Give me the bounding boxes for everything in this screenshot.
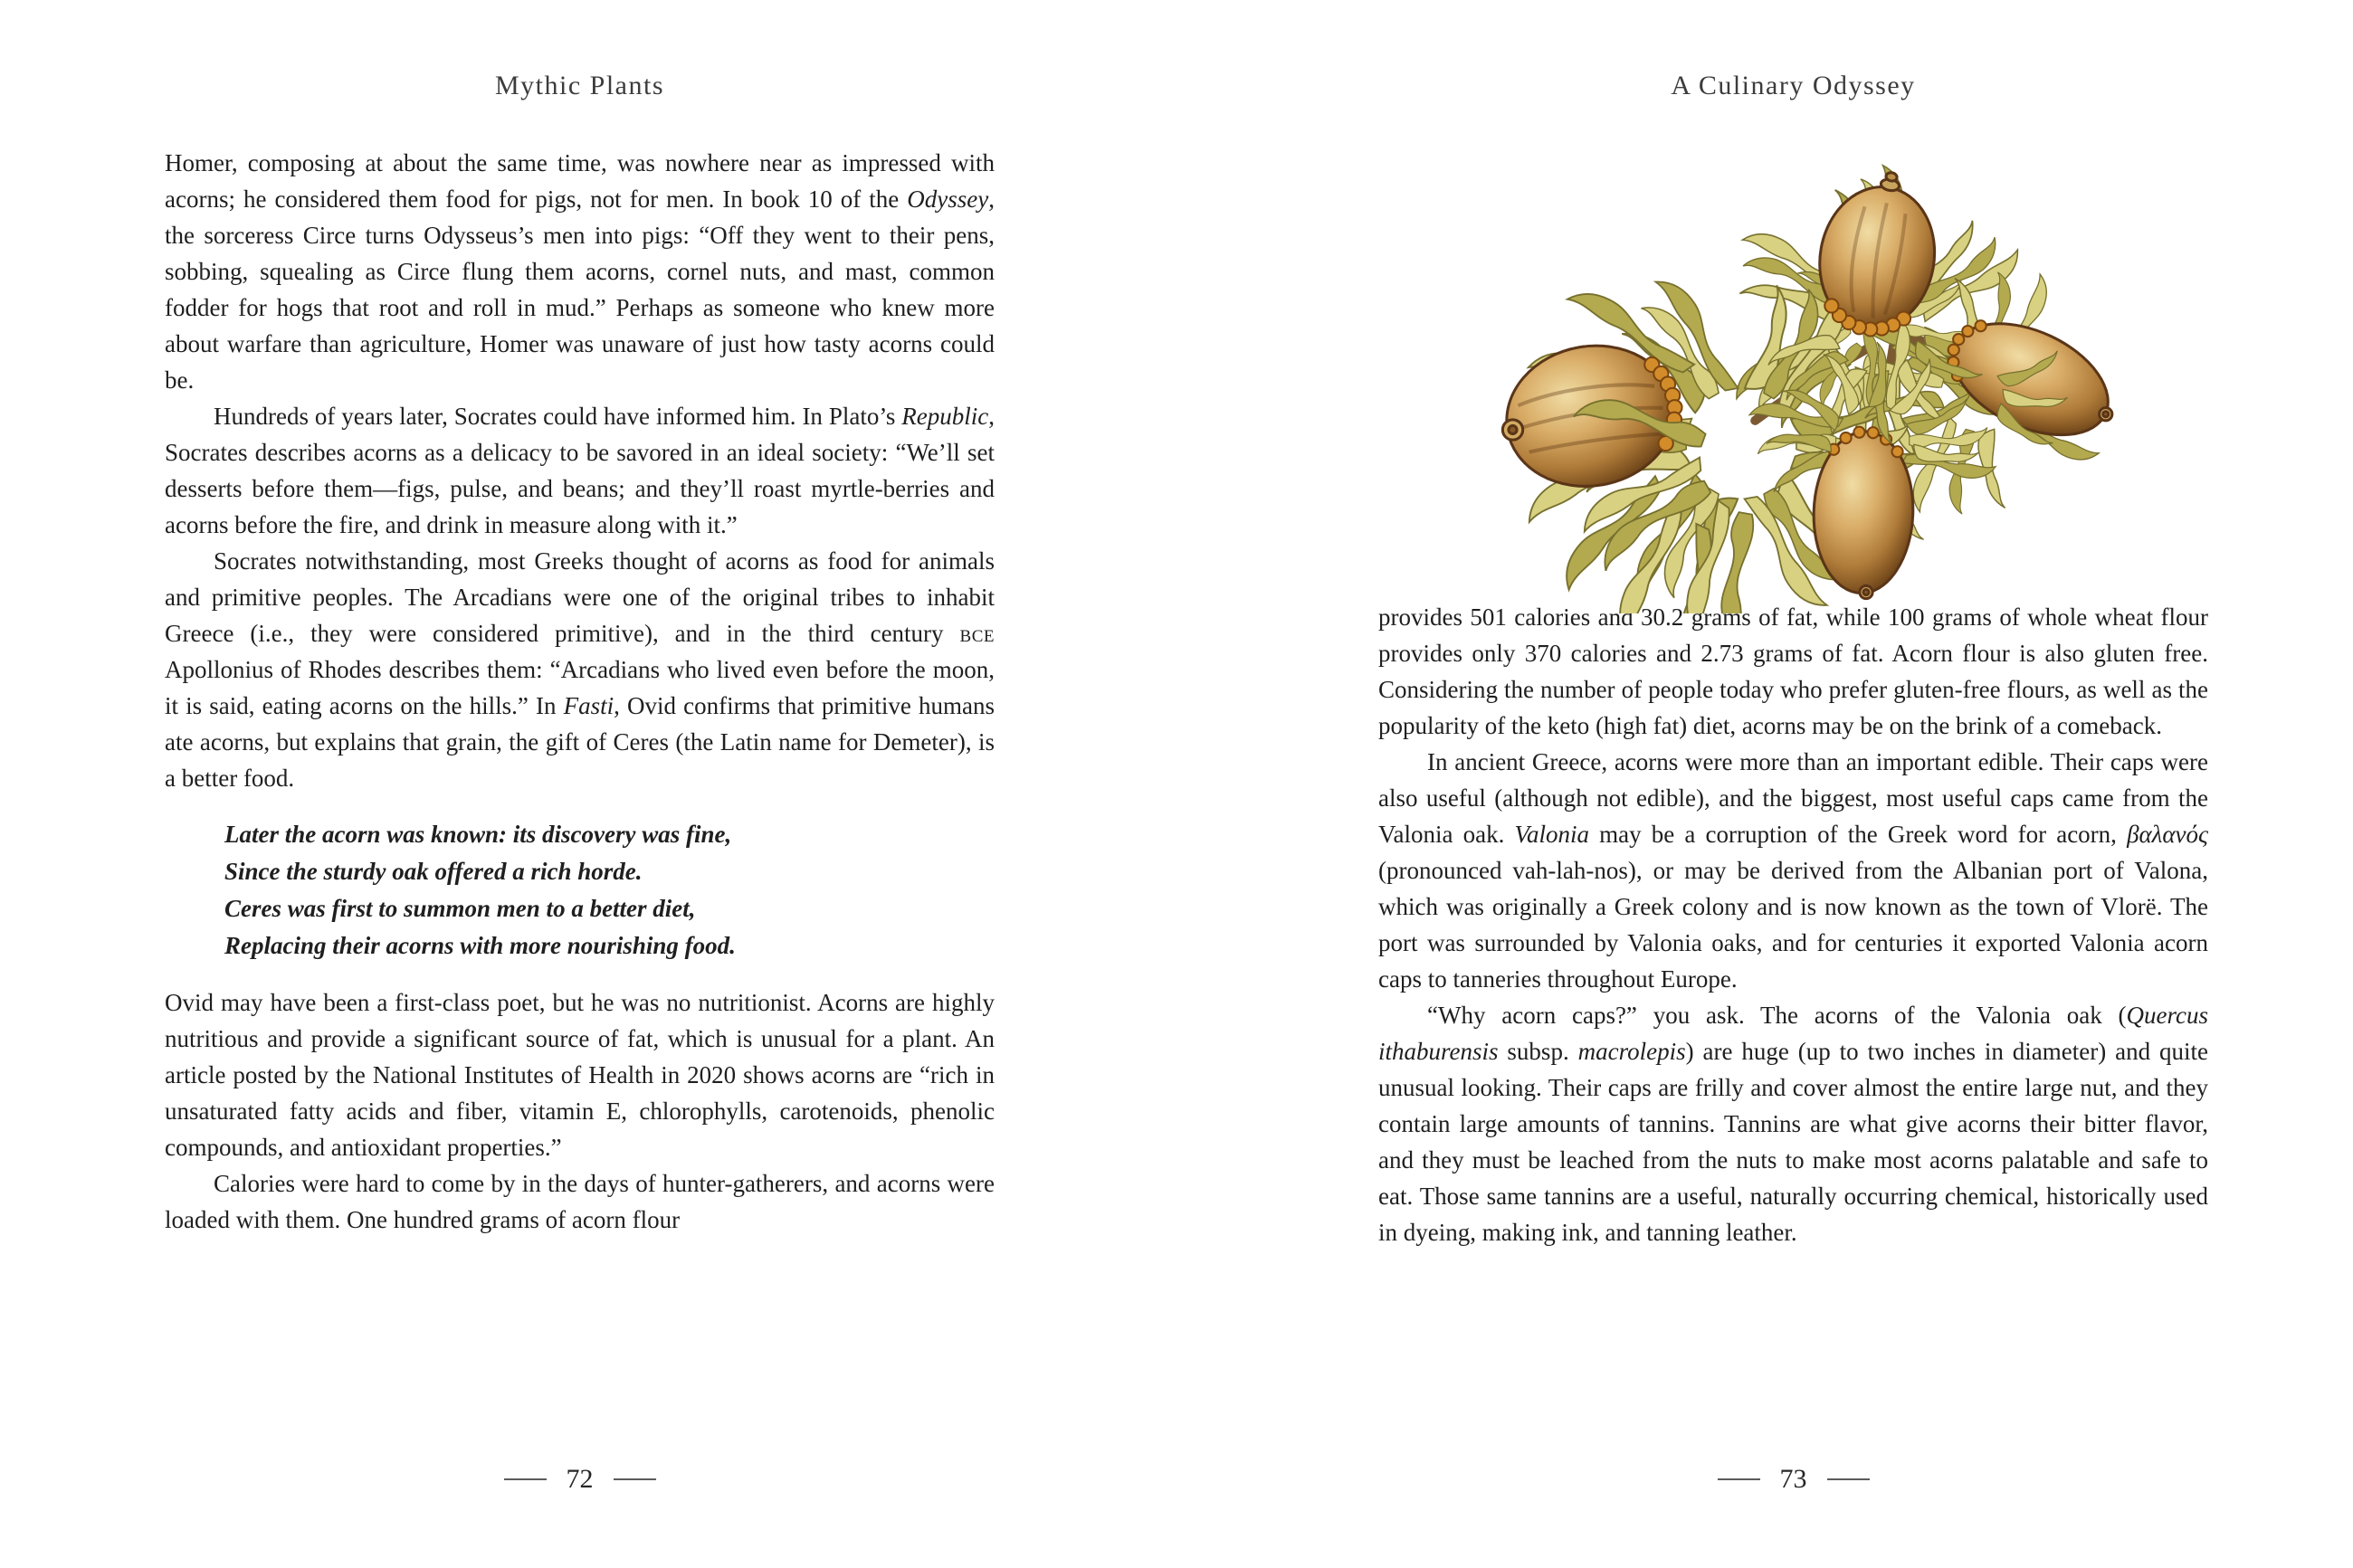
- footer-rule: [504, 1478, 547, 1480]
- text-run: Republic: [901, 403, 989, 430]
- right-paragraphs: [1378, 599, 2208, 1250]
- poem-line: Later the acorn was known: its discovery was fine,: [224, 821, 732, 848]
- page-footer-right: [1378, 1464, 2208, 1495]
- left-paragraphs-after-poem: [165, 984, 995, 1238]
- text-run: “Why acorn caps?” you ask. The acorns of the Valonia oak (: [1427, 1002, 2127, 1029]
- text-run: , the sorceress Circe turns Odysseus’s men into pigs: “Off they went to their pens, sobbing, squealing as Circe flung them acorns, cornel nuts, and mast, common fodder for hogs that root and roll in mud.” Perhaps as someone who knew more about warfare than agriculture, Homer was unaware of just how tasty acorns could be.: [165, 185, 995, 394]
- page-footer-left: [165, 1464, 995, 1495]
- paragraph: [1378, 997, 2208, 1250]
- paragraph: [1378, 599, 2208, 744]
- poem-line: Since the sturdy oak offered a rich horde.: [224, 858, 643, 885]
- left-paragraphs-before-poem: [165, 145, 995, 796]
- text-run: (pronounced vah-lah-nos), or may be derived from the Albanian port of Valona, which was originally a Greek colony and is now known as the town of Vlorë. The port was surrounded by Valonia oaks, and for centuries it exported Valonia acorn caps to tanneries throughout Europe.: [1378, 857, 2208, 993]
- paragraph: [165, 145, 995, 398]
- text-run: ) are huge (up to two inches in diameter) and quite unusual looking. Their caps are frilly and cover almost the entire large nut, and they contain large amounts of tannins. Tannins are what give acorns their bitter flavor, and they must be leached from the nuts to make most acorns palatable and safe to eat. Those same tannins are a useful, naturally occurring chemical, historically used in dyeing, making ink, and tanning leather.: [1378, 1038, 2208, 1246]
- left-page-text: [165, 145, 995, 1238]
- page-number-left: 72: [566, 1464, 594, 1494]
- right-page-text: [1378, 599, 2208, 1250]
- text-run: macrolepis: [1577, 1038, 1686, 1065]
- text-run: Fasti: [563, 692, 614, 719]
- poem-line: Ceres was first to summon men to a better diet,: [224, 895, 696, 922]
- text-run: Hundreds of years later, Socrates could have informed him. In Plato’s: [214, 403, 902, 430]
- paragraph: [165, 398, 995, 543]
- text-run: , Ovid confirms that primitive humans ate acorns, but explains that grain, the gift of Ceres (the Latin name for Demeter), is a better food.: [165, 692, 995, 792]
- text-run: Apollonius of Rhodes describes them: “Arcadians who lived even before the moon, it is said, eating acorns on the hills.” In: [165, 656, 995, 719]
- text-run: Odyssey: [907, 185, 989, 213]
- paragraph: [165, 984, 995, 1165]
- paragraph: [165, 543, 995, 796]
- ovid-quote-poem: [224, 816, 995, 965]
- page-number-right: 73: [1779, 1464, 1807, 1494]
- running-head-left: Mythic Plants: [494, 71, 664, 100]
- text-run: subsp.: [1498, 1038, 1578, 1065]
- text-run: Quercus ithaburensis: [1378, 1002, 2208, 1065]
- text-run: In ancient Greece, acorns were more than an important edible. Their caps were also useful (although not edible), and the biggest, most useful caps came from the Valonia oak.: [1378, 748, 2208, 848]
- text-run: bce: [959, 620, 995, 647]
- text-run: Homer, composing at about the same time, was nowhere near as impressed with acorns; he considered them food for pigs, not for men. In book 10 of the: [165, 149, 995, 213]
- text-run: Calories were hard to come by in the days of hunter-gatherers, and acorns were loaded with them. One hundred grams of acorn flour: [165, 1170, 995, 1233]
- footer-rule: [1718, 1478, 1760, 1480]
- text-run: Socrates notwithstanding, most Greeks thought of acorns as food for animals and primitive peoples. The Arcadians were one of the original tribes to inhabit Greece (i.e., they were considered primitive), and in the third century: [165, 547, 995, 647]
- text-run: βαλανός: [2127, 821, 2208, 848]
- paragraph: [1378, 744, 2208, 997]
- poem-line: Replacing their acorns with more nourishing food.: [224, 932, 736, 959]
- paragraph: [165, 1165, 995, 1238]
- text-run: may be a corruption of the Greek word for acorn,: [1589, 821, 2128, 848]
- text-run: Valonia: [1514, 821, 1590, 848]
- running-head-right: A Culinary Odyssey: [1671, 71, 1916, 100]
- footer-rule: [1827, 1478, 1870, 1480]
- text-run: Ovid may have been a first-class poet, but he was no nutritionist. Acorns are highly nutritious and provide a significant source of fat, which is unusual for a plant. An article posted by the National Institutes of Health in 2020 shows acorns are “rich in unsaturated fatty acids and fiber, vitamin E, chlorophylls, carotenoids, phenolic compounds, and antioxidant properties.”: [165, 989, 995, 1161]
- footer-rule: [614, 1478, 656, 1480]
- text-run: provides 501 calories and 30.2 grams of fat, while 100 grams of whole wheat flour provides only 370 calories and 2.73 grams of fat. Acorn flour is also gluten free. Considering the number of people today who prefer gluten-free flours, as well as the popularity of the keto (high fat) diet, acorns may be on the brink of a comeback.: [1378, 603, 2208, 739]
- valonia-acorn-illustration: [1480, 118, 2122, 613]
- text-run: , Socrates describes acorns as a delicacy to be savored in an ideal society: “We’ll set desserts before them—figs, pulse, and beans; and they’ll roast myrtle-berries and acorns before the fire, and drink in measure along with it.”: [165, 403, 995, 538]
